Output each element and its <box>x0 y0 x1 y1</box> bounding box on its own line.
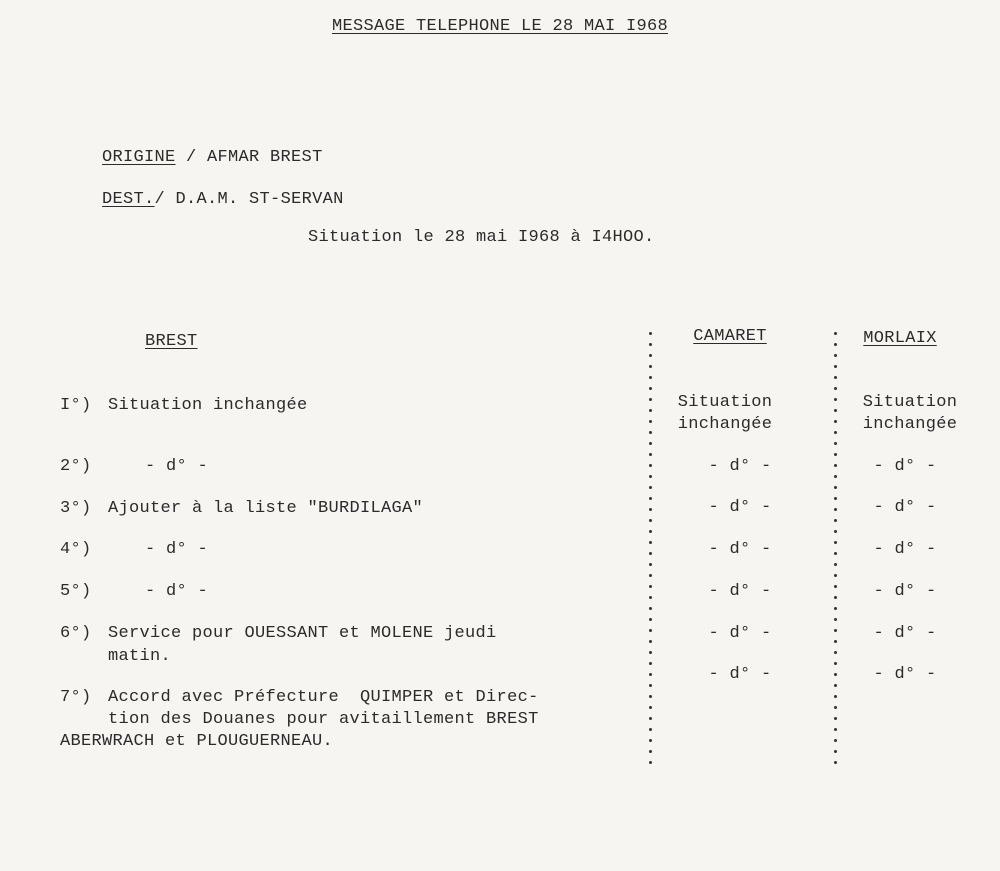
divider-dot <box>834 618 837 621</box>
origin-separator: / <box>175 148 208 167</box>
divider-dot <box>649 596 652 599</box>
row-6-morlaix-line-1: - d° - <box>873 624 937 643</box>
row-6-camaret-line-2: - d° - <box>708 665 772 684</box>
origin-value: AFMAR BREST <box>207 148 323 167</box>
row-6-morlaix-line-2: - d° - <box>873 665 937 684</box>
divider-dot <box>834 508 837 511</box>
divider-dot <box>649 464 652 467</box>
row-7-brest-line-1: Accord avec Préfecture QUIMPER et Direc- <box>108 688 539 707</box>
row-4-camaret: - d° - <box>708 540 772 559</box>
divider-dot <box>649 750 652 753</box>
row-3-camaret: - d° - <box>708 498 772 517</box>
divider-dot <box>649 431 652 434</box>
divider-dot <box>649 354 652 357</box>
divider-dot <box>649 387 652 390</box>
row-number-6: 6°) <box>60 624 92 643</box>
divider-dot <box>834 651 837 654</box>
divider-dot <box>649 541 652 544</box>
row-3-brest: Ajouter à la liste "BURDILAGA" <box>108 499 424 518</box>
dest-line <box>60 164 344 236</box>
divider-dot <box>649 618 652 621</box>
divider-dot <box>834 706 837 709</box>
column-divider-right <box>833 332 839 770</box>
divider-dot <box>649 563 652 566</box>
divider-dot <box>649 728 652 731</box>
divider-dot <box>834 739 837 742</box>
divider-dot <box>834 563 837 566</box>
divider-dot <box>834 464 837 467</box>
divider-dot <box>649 376 652 379</box>
divider-dot <box>834 662 837 665</box>
divider-dot <box>834 475 837 478</box>
row-4-morlaix: - d° - <box>873 540 937 559</box>
divider-dot <box>834 431 837 434</box>
row-1-camaret-line-2: inchangée <box>677 415 773 434</box>
divider-dot <box>649 640 652 643</box>
divider-dot <box>834 673 837 676</box>
divider-dot <box>649 585 652 588</box>
divider-dot <box>649 332 652 335</box>
row-7-brest-line-2: tion des Douanes pour avitaillement BREST <box>108 710 539 729</box>
row-3-morlaix: - d° - <box>873 498 937 517</box>
divider-dot <box>834 717 837 720</box>
row-2-camaret: - d° - <box>708 457 772 476</box>
divider-dot <box>649 453 652 456</box>
divider-dot <box>834 343 837 346</box>
divider-dot <box>834 409 837 412</box>
row-number-2: 2°) <box>60 457 92 476</box>
divider-dot <box>834 376 837 379</box>
column-header-camaret: CAMARET <box>693 327 767 346</box>
divider-dot <box>834 607 837 610</box>
row-2-brest: - d° - <box>145 457 209 476</box>
divider-dot <box>649 717 652 720</box>
row-number-1: I°) <box>60 396 92 415</box>
divider-dot <box>834 585 837 588</box>
row-6-camaret-line-1: - d° - <box>708 624 772 643</box>
divider-dot <box>834 640 837 643</box>
divider-dot <box>834 442 837 445</box>
divider-dot <box>649 673 652 676</box>
divider-dot <box>649 761 652 764</box>
column-header-brest: BREST <box>145 332 198 351</box>
divider-dot <box>649 365 652 368</box>
divider-dot <box>834 420 837 423</box>
dest-label: DEST. <box>102 190 155 209</box>
divider-dot <box>649 607 652 610</box>
divider-dot <box>649 442 652 445</box>
situation-line: Situation le 28 mai I968 à I4HOO. <box>308 228 655 247</box>
divider-dot <box>834 750 837 753</box>
row-number-4: 4°) <box>60 540 92 559</box>
divider-dot <box>834 354 837 357</box>
divider-dot <box>649 530 652 533</box>
origin-label: ORIGINE <box>102 148 176 167</box>
row-4-brest: - d° - <box>145 540 209 559</box>
divider-dot <box>649 486 652 489</box>
divider-dot <box>649 706 652 709</box>
divider-dot <box>834 332 837 335</box>
divider-dot <box>834 728 837 731</box>
document-title: MESSAGE TELEPHONE LE 28 MAI I968 <box>331 17 669 36</box>
divider-dot <box>649 420 652 423</box>
divider-dot <box>834 541 837 544</box>
divider-dot <box>834 453 837 456</box>
divider-dot <box>649 552 652 555</box>
dest-separator: / <box>154 190 176 209</box>
divider-dot <box>649 574 652 577</box>
row-5-morlaix: - d° - <box>873 582 937 601</box>
divider-dot <box>834 530 837 533</box>
divider-dot <box>834 684 837 687</box>
divider-dot <box>834 574 837 577</box>
divider-dot <box>834 365 837 368</box>
divider-dot <box>834 519 837 522</box>
divider-dot <box>834 629 837 632</box>
divider-dot <box>649 629 652 632</box>
row-5-camaret: - d° - <box>708 582 772 601</box>
divider-dot <box>834 552 837 555</box>
row-1-brest: Situation inchangée <box>108 396 308 415</box>
divider-dot <box>649 497 652 500</box>
divider-dot <box>834 596 837 599</box>
row-number-5: 5°) <box>60 582 92 601</box>
divider-dot <box>649 519 652 522</box>
divider-dot <box>649 398 652 401</box>
divider-dot <box>834 486 837 489</box>
divider-dot <box>649 684 652 687</box>
divider-dot <box>834 761 837 764</box>
divider-dot <box>649 409 652 412</box>
row-1-morlaix-line-1: Situation <box>862 393 958 412</box>
divider-dot <box>834 497 837 500</box>
row-1-camaret-line-1: Situation <box>677 393 773 412</box>
divider-dot <box>834 398 837 401</box>
row-5-brest: - d° - <box>145 582 209 601</box>
row-2-morlaix: - d° - <box>873 457 937 476</box>
row-1-morlaix-line-2: inchangée <box>862 415 958 434</box>
row-number-3: 3°) <box>60 499 92 518</box>
divider-dot <box>649 662 652 665</box>
column-divider-left <box>648 332 654 770</box>
row-6-brest-line-2: matin. <box>108 647 172 666</box>
divider-dot <box>834 695 837 698</box>
divider-dot <box>649 651 652 654</box>
divider-dot <box>649 343 652 346</box>
divider-dot <box>649 475 652 478</box>
column-header-morlaix: MORLAIX <box>863 329 937 348</box>
row-number-7: 7°) <box>60 688 92 707</box>
divider-dot <box>649 695 652 698</box>
dest-value: D.A.M. ST-SERVAN <box>175 190 344 209</box>
divider-dot <box>649 508 652 511</box>
row-6-brest-line-1: Service pour OUESSANT et MOLENE jeudi <box>108 624 497 643</box>
divider-dot <box>834 387 837 390</box>
row-7-brest-line-3: ABERWRACH et PLOUGUERNEAU. <box>60 732 334 751</box>
divider-dot <box>649 739 652 742</box>
